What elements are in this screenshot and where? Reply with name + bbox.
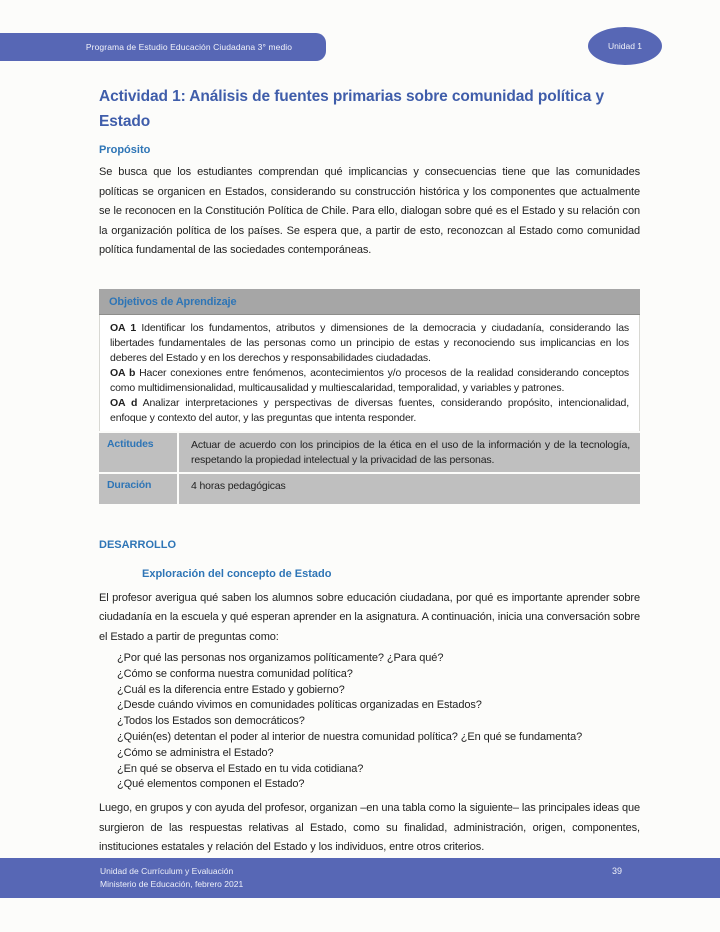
intro-paragraph: El profesor averigua qué saben los alumnos sobre educación ciudadana, por qué es importante aprender sobre ciudadanía en la escuela y qué esperan aprender en la asignatura. A continuación, inicia una conversación sobre el Estado a partir de preguntas como: <box>99 591 640 643</box>
footer-organization <box>100 865 243 891</box>
actitudes-text: Actuar de acuerdo con los principios de la ética en el uso de la información y de la tecnología, respetando la propiedad intelectual y la privacidad de las personas. <box>191 438 630 466</box>
objective-text: Identificar los fundamentos, atributos y dimensiones de la democracia y ciudadanía, considerando las libertades fundamentales de las personas como un principio de estas y reconociendo sus implicancias en los deberes del Estado y en los derechos y responsabilidades ciudadadas. <box>110 321 629 364</box>
unit-badge-label: Unidad 1 <box>607 41 643 51</box>
objective-code: OA 1 <box>110 321 137 334</box>
objective-item <box>110 321 629 366</box>
duracion-label: Duración <box>99 474 179 504</box>
page-title: Actividad 1: Análisis de fuentes primarias sobre comunidad política y Estado <box>99 88 605 130</box>
question-item: ¿Cuál es la diferencia entre Estado y gobierno? <box>117 683 345 696</box>
question-item: ¿Todos los Estados son democráticos? <box>117 715 305 728</box>
question-item: ¿Qué elementos componen el Estado? <box>117 778 305 791</box>
question-item: ¿Cómo se conforma nuestra comunidad política? <box>117 667 353 680</box>
unit-badge <box>588 27 662 65</box>
objective-code: OA d <box>110 396 138 409</box>
question-item: ¿Desde cuándo vivimos en comunidades políticas organizadas en Estados? <box>117 699 482 712</box>
proposito-heading: Propósito <box>99 144 151 156</box>
question-item: ¿Por qué las personas nos organizamos políticamente? ¿Para qué? <box>117 652 444 664</box>
objective-text: Analizar interpretaciones y perspectivas de diversas fuentes, considerando propósito, intencionalidad, enfoque y contexto del autor, y las preguntas que intenta responder. <box>110 396 629 424</box>
objective-text: Hacer conexiones entre fenómenos, acontecimientos y/o procesos de la realidad considerando conceptos como multidimensionalidad, multicausalidad y multiescalaridad, temporalidad, y variables y patrones. <box>110 366 629 394</box>
objectives-table-header: Objetivos de Aprendizaje <box>99 289 640 315</box>
question-item: ¿Quién(es) detentan el poder al interior de nuestra comunidad política? ¿En qué se fundamenta? <box>117 730 583 743</box>
objective-item <box>110 396 629 426</box>
actitudes-row <box>99 431 640 472</box>
questions-list <box>99 651 640 793</box>
objective-item <box>110 366 629 396</box>
page-number: 39 <box>612 866 623 876</box>
objective-code: OA b <box>110 366 136 379</box>
desarrollo-heading: DESARROLLO <box>99 538 176 551</box>
actitudes-label: Actitudes <box>99 433 179 472</box>
question-item: ¿Cómo se administra el Estado? <box>117 746 274 759</box>
program-banner <box>0 33 326 61</box>
proposito-paragraph: Se busca que los estudiantes comprendan qué implicancias y consecuencias tiene que las comunidades políticas se organicen en Estados, considerando su construcción histórica y los componentes que actualmente se le reconocen en la Constitución Política de Chile. Para ello, dialogan sobre qué es el Estado y su relación con la organización política de los países. Se espera que, a partir de esto, reconozcan al Estado como comunidad política fundamental de las sociedades contemporáneas. <box>99 166 640 256</box>
program-banner-label: Programa de Estudio Educación Ciudadana 3° medio <box>85 42 293 52</box>
objectives-table-body <box>99 315 640 431</box>
footer-org-line1: Unidad de Currículum y Evaluación <box>100 866 234 876</box>
duracion-text: 4 horas pedagógicas <box>191 479 286 492</box>
closing-paragraph: Luego, en grupos y con ayuda del profesor, organizan –en una tabla como la siguiente– las principales ideas que surgieron de las respuestas relativas al Estado, como su finalidad, administración, origen, componentes, instituciones estatales y relación del Estado y los individuos, entre otros criterios. <box>99 802 640 854</box>
exploracion-subheading: Exploración del concepto de Estado <box>142 567 332 580</box>
footer-org-line2: Ministerio de Educación, febrero 2021 <box>100 879 244 889</box>
duracion-row <box>99 472 640 504</box>
question-item: ¿En qué se observa el Estado en tu vida cotidiana? <box>117 762 364 775</box>
main-content <box>99 84 640 858</box>
footer-bar <box>0 858 720 898</box>
objectives-table <box>99 289 640 504</box>
